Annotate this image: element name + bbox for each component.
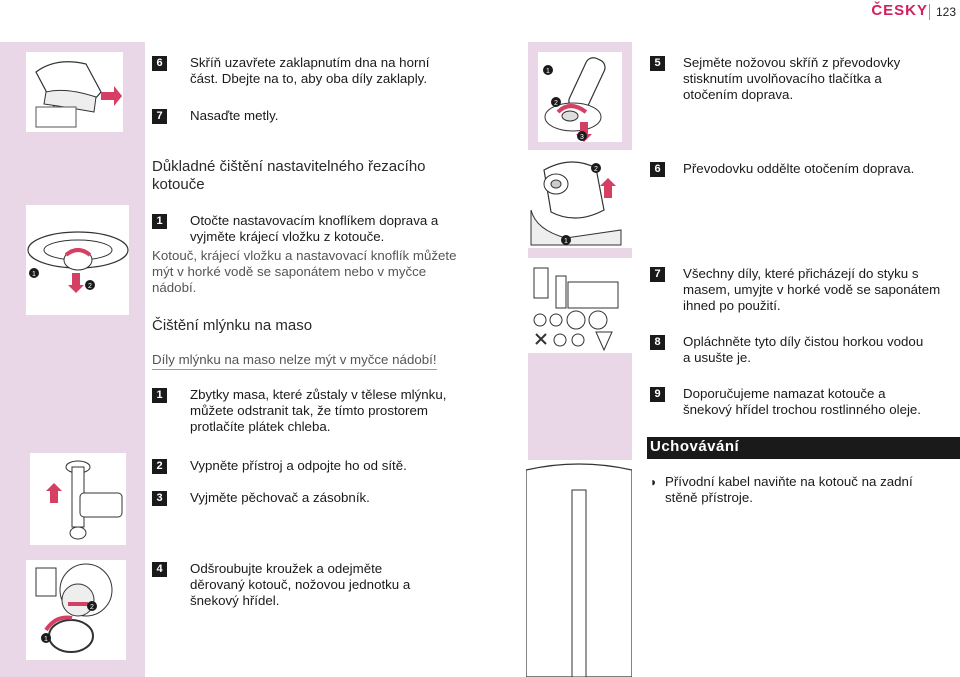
step-number: 8	[650, 335, 665, 350]
step-text: Vypněte přístroj a odpojte ho od sítě.	[190, 458, 407, 473]
warning-note: Díly mlýnku na maso nelze mýt v myčce nádobí!	[152, 352, 437, 370]
step-number: 6	[152, 56, 167, 71]
svg-text:1: 1	[564, 238, 568, 245]
step-text: Převodovku oddělte otočením doprava.	[683, 161, 915, 176]
svg-text:3: 3	[580, 134, 584, 141]
svg-text:1: 1	[44, 636, 48, 643]
illustration-gearbox-separate	[526, 150, 632, 248]
svg-text:2: 2	[594, 166, 598, 173]
page-header	[0, 0, 960, 24]
step-text: Zbytky masa, které zůstaly v tělese mlýnku, můžete odstranit tak, že tímto prostorem protlačíte plátek chleba.	[190, 387, 447, 434]
step-number: 4	[152, 562, 167, 577]
step-note: Kotouč, krájecí vložku a nastavovací knoflík můžete mýt v horké vodě se saponátem nebo v myčce nádobí.	[152, 248, 457, 295]
step-text: Skříň uzavřete zaklapnutím dna na horní část. Dbejte na to, aby oba díly zaklaply.	[190, 55, 430, 86]
section-heading: Důkladné čištění nastavitelného řezacího kotouče	[152, 158, 426, 193]
step-number: 7	[650, 267, 665, 282]
section-heading: Čištění mlýnku na maso	[152, 317, 313, 334]
arrow-icon	[46, 483, 62, 503]
step-number: 1	[152, 214, 167, 229]
step-number: 7	[152, 109, 167, 124]
illustration-bread-push	[30, 453, 126, 545]
storage-heading: Uchovávání	[650, 438, 740, 455]
illustration-ring-unscrew	[26, 560, 126, 660]
step-text: Nasaďte metly.	[190, 108, 279, 123]
arrow-icon	[101, 86, 122, 106]
illustration-cutting-disc	[26, 205, 129, 315]
step-text: Odšroubujte kroužek a odejměte děrovaný kotouč, nožovou jednotku a šnekový hřídel.	[190, 561, 411, 608]
arrow-icon	[600, 178, 616, 198]
bullet-icon: ◗	[650, 475, 658, 489]
step-number: 5	[650, 56, 665, 71]
illustration-mincer-parts	[526, 258, 632, 353]
arrow-icon	[68, 273, 84, 293]
step-number: 1	[152, 388, 167, 403]
step-text: Opláchněte tyto díly čistou horkou vodou a usušte je.	[683, 334, 924, 365]
svg-text:2: 2	[90, 604, 94, 611]
step-number: 3	[152, 491, 167, 506]
step-number: 2	[152, 459, 167, 474]
svg-text:1: 1	[546, 68, 550, 75]
illustration-gearbox-release	[538, 52, 622, 142]
storage-text: Přívodní kabel naviňte na kotouč na zadní stěně přístroje.	[665, 474, 913, 505]
step-number: 9	[650, 387, 665, 402]
step-text: Vyjměte pěchovač a zásobník.	[190, 490, 370, 505]
illustration-housing-closing	[26, 52, 123, 132]
step-text: Doporučujeme namazat kotouče a šnekový hřídel trochou rostlinného oleje.	[683, 386, 922, 417]
step-text: Sejměte nožovou skříň z převodovky stisknutím uvolňovacího tlačítka a otočením doprava.	[683, 55, 901, 102]
language-label: ČESKY	[871, 2, 928, 19]
step-text: Otočte nastavovacím knoflíkem doprava a vyjměte krájecí vložku z kotouče.	[190, 213, 439, 244]
step-number: 6	[650, 162, 665, 177]
step-text: Všechny díly, které přicházejí do styku s masem, umyjte v horké vodě se saponátem ihned po použití.	[683, 266, 941, 313]
svg-text:1: 1	[32, 271, 36, 278]
illustration-storage-appliance	[526, 460, 632, 677]
svg-text:2: 2	[88, 283, 92, 290]
svg-text:2: 2	[554, 100, 558, 107]
page-number: 123	[929, 4, 956, 20]
